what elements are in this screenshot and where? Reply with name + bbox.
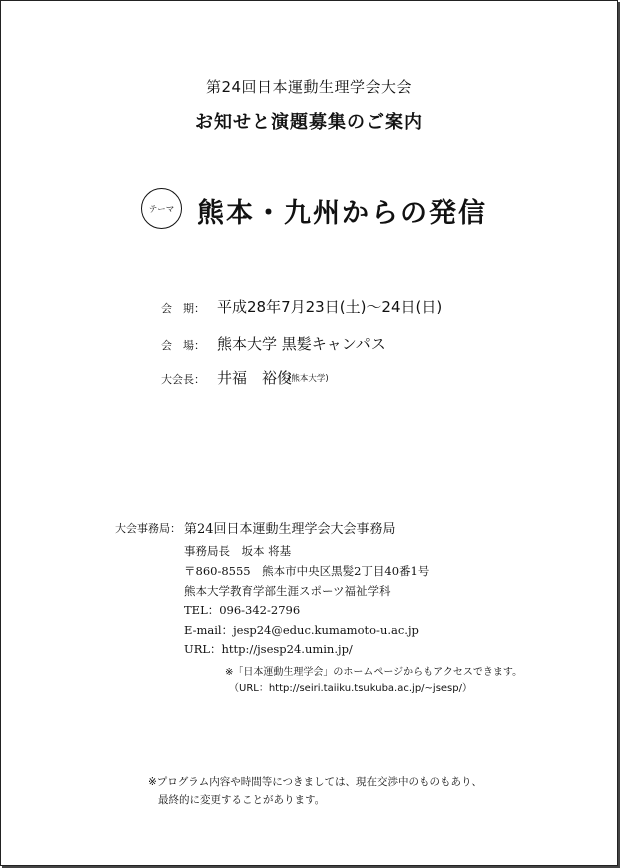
announcement-subtitle: お知せと演題募集のご案内 (195, 112, 423, 133)
period-value: 平成28年7月23日(土)～24日(日) (217, 298, 443, 316)
office-label: 大会事務局： (115, 522, 181, 535)
note-line-1: ※「日本運動生理学会」のホームページからもアクセスできます。 (225, 667, 523, 678)
footer-line-2: 最終的に変更することがあります。 (158, 794, 326, 806)
office-tel: TEL：096-342-2796 (184, 603, 301, 617)
office-name: 第24回日本運動生理学会大会事務局 (184, 522, 396, 537)
conference-name: 第24回日本運動生理学会大会 (205, 78, 413, 96)
office-email: E-mail：jesp24@educ.kumamoto-u.ac.jp (184, 623, 419, 637)
office-department: 熊本大学教育学部生涯スポーツ福祉学科 (184, 584, 391, 598)
venue-value: 熊本大学 黒髪キャンパス (217, 335, 386, 353)
period-label: 会 期： (161, 302, 205, 315)
note-line-2: （URL：http://seiri.taiiku.tsukuba.ac.jp/~jsesp/） (229, 683, 472, 694)
theme-title: 熊本・九州からの発信 (197, 198, 487, 229)
president-label: 大会長： (161, 373, 205, 386)
president-name: 井福 裕俊 (217, 369, 293, 387)
president-affiliation: (熊本大学) (288, 374, 329, 384)
office-director: 事務局長 坂本 将基 (184, 544, 292, 558)
footer-line-1: ※プログラム内容や時間等につきましては、現在交渉中のものもあり、 (148, 776, 482, 788)
office-address: 〒860-8555 熊本市中央区黒髪2丁目40番1号 (184, 564, 430, 578)
venue-label: 会 場： (161, 339, 205, 352)
theme-badge (141, 188, 182, 229)
office-url: URL：http://jsesp24.umin.jp/ (184, 642, 353, 656)
theme-label: テーマ (148, 204, 175, 215)
